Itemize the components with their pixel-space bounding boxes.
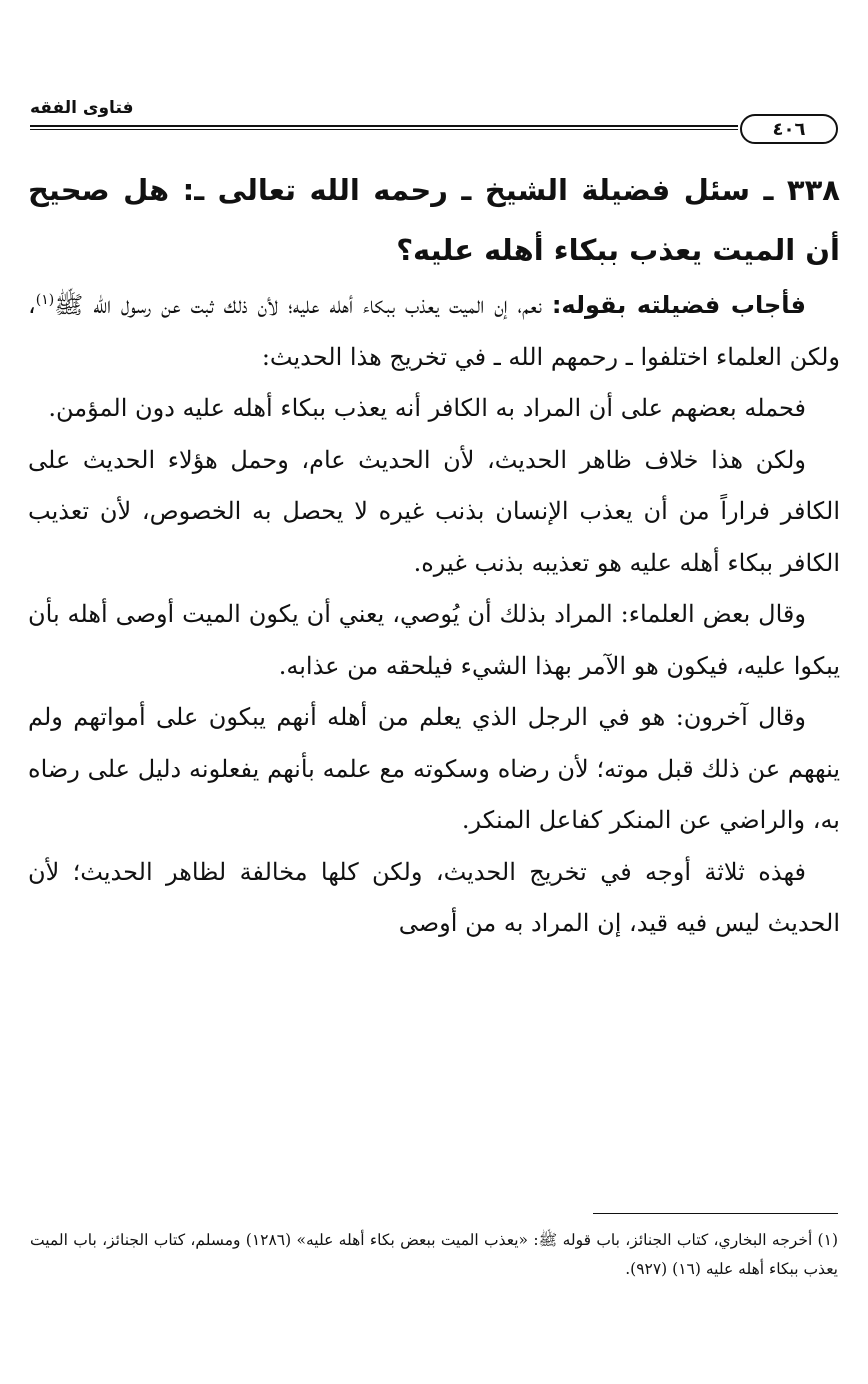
footnote-reference[interactable]: (١) xyxy=(35,292,55,308)
header-rule xyxy=(30,125,738,127)
answer-text-1b: ، ولكن العلماء اختلفوا ـ رحمهم الله ـ في تخريج هذا الحديث: xyxy=(28,291,840,371)
question-heading: ٣٣٨ ـ سئل فضيلة الشيخ ـ رحمه الله تعالى ـ: هل صحيح أن الميت يعذب ببكاء أهله عليه؟ xyxy=(28,173,840,267)
answer-paragraph-2: فحمله بعضهم على أن المراد به الكافر أنه يعذب ببكاء أهله عليه دون المؤمن. xyxy=(48,394,806,422)
answer-text-1a: نعم، إن الميت يعذب ببكاء أهله عليه؛ لأن ذلك ثبت عن رسول الله ﷺ xyxy=(54,291,552,319)
footnote-1: (١) أخرجه البخاري، كتاب الجنائز، باب قوله ﷺ: «يعذب الميت ببعض بكاء أهله عليه» (١٢٨٦) ومسلم، كتاب الجنائز، باب الميت يعذب ببكاء أهله عليه (١٦) (٩٢٧). xyxy=(30,1231,838,1278)
footnotes xyxy=(30,1226,838,1284)
answer-paragraph-4: وقال بعض العلماء: المراد بذلك أن يُوصي، يعني أن يكون الميت أوصى أهله بأن يبكوا عليه، فيكون هو الآمر بهذا الشيء فيلحقه من عذابه. xyxy=(28,600,840,680)
footnote-separator xyxy=(593,1213,838,1214)
answer-paragraph-3: ولكن هذا خلاف ظاهر الحديث، لأن الحديث عام، وحمل هؤلاء الحديث على الكافر فراراً من أن يعذب الإنسان بذنب غيره لا يحصل به الخصوص، لأن تعذيب الكافر ببكاء أهله عليه هو تعذيبه بذنب غيره. xyxy=(28,445,840,577)
header-rule-secondary xyxy=(30,129,738,130)
running-title: فتاوى الفقه xyxy=(30,98,134,118)
answer-paragraph-5: وقال آخرون: هو في الرجل الذي يعلم من أهله أنهم يبكون على أمواتهم ولم ينههم عن ذلك قبل موته؛ لأن رضاه وسكوته مع علمه بأنهم يفعلونه دليل على رضاه به، والراضي عن المنكر كفاعل المنكر. xyxy=(28,703,840,834)
page-body xyxy=(28,160,840,950)
page-number: ٤٠٦ xyxy=(740,114,838,144)
answer-paragraph-6: فهذه ثلاثة أوجه في تخريج الحديث، ولكن كلها مخالفة لظاهر الحديث؛ لأن الحديث ليس فيه قيد، إن المراد به من أوصى xyxy=(28,857,840,937)
answer-paragraph-1 xyxy=(28,280,840,383)
answer-lead: فأجاب فضيلته بقوله: xyxy=(551,291,806,319)
